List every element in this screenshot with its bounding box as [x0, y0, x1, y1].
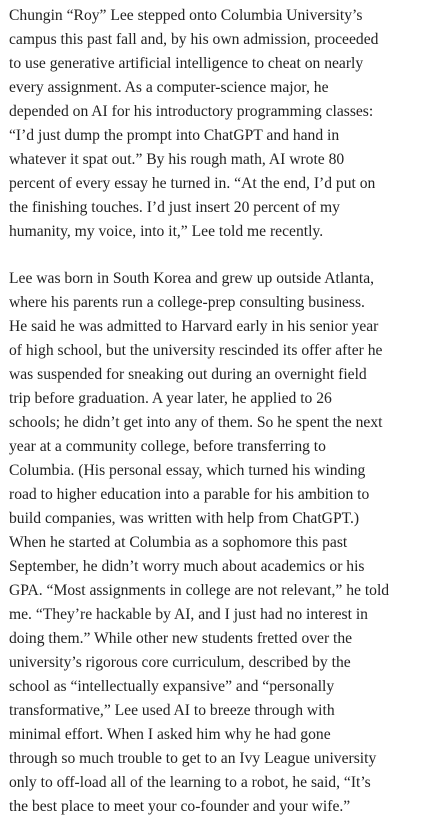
text-line: campus this past fall and, by his own admission, proceeded — [9, 31, 379, 48]
text-line: Columbia. (His personal essay, which turned his winding — [9, 462, 366, 479]
text-line: the finishing touches. I’d just insert 20 percent of my — [9, 199, 340, 216]
paragraph-2 — [9, 267, 413, 819]
text-line: was suspended for sneaking out during an overnight field — [9, 366, 367, 383]
text-line: me. “They’re hackable by AI, and I just had no interest in — [9, 606, 368, 623]
text-line: “I’d just dump the prompt into ChatGPT and hand in — [9, 127, 340, 144]
text-line: Chungin “Roy” Lee stepped onto Columbia University’s — [9, 7, 363, 24]
text-line: only to off-load all of the learning to a robot, he said, “It’s — [9, 774, 371, 791]
text-line: Lee was born in South Korea and grew up outside Atlanta, — [9, 270, 375, 287]
article-body — [9, 4, 413, 819]
paragraph-1 — [9, 4, 413, 244]
text-line: build companies, was written with help from ChatGPT.) — [9, 510, 360, 527]
text-line: road to higher education into a parable for his ambition to — [9, 486, 370, 503]
text-line: school as “intellectually expansive” and “personally — [9, 678, 335, 695]
text-line: whatever it spat out.” By his rough math, AI wrote 80 — [9, 151, 345, 168]
text-line: doing them.” While other new students fretted over the — [9, 630, 353, 647]
text-line: university’s rigorous core curriculum, described by the — [9, 654, 351, 671]
text-line: He said he was admitted to Harvard early in his senior year — [9, 318, 379, 335]
text-line: When he started at Columbia as a sophomore this past — [9, 534, 348, 551]
text-line: trip before graduation. A year later, he applied to 26 — [9, 390, 332, 407]
text-line: percent of every essay he turned in. “At the end, I’d put on — [9, 175, 376, 192]
text-line: transformative,” Lee used AI to breeze through with — [9, 702, 335, 719]
text-line: where his parents run a college-prep consulting business. — [9, 294, 365, 311]
text-line: of high school, but the university rescinded its offer after he — [9, 342, 383, 359]
text-line: schools; he didn’t get into any of them. So he spent the next — [9, 414, 383, 431]
text-line: the best place to meet your co-founder and your wife.” — [9, 798, 351, 815]
text-line: to use generative artificial intelligence to cheat on nearly — [9, 55, 364, 72]
text-line: GPA. “Most assignments in college are not relevant,” he told — [9, 582, 390, 599]
text-line: through so much trouble to get to an Ivy League university — [9, 750, 377, 767]
text-line: humanity, my voice, into it,” Lee told me recently. — [9, 223, 324, 240]
text-line: minimal effort. When I asked him why he had gone — [9, 726, 331, 743]
text-line: year at a community college, before transferring to — [9, 438, 326, 455]
text-line: September, he didn’t worry much about academics or his — [9, 558, 365, 575]
text-line: depended on AI for his introductory programming classes: — [9, 103, 374, 120]
text-line: every assignment. As a computer-science major, he — [9, 79, 329, 96]
